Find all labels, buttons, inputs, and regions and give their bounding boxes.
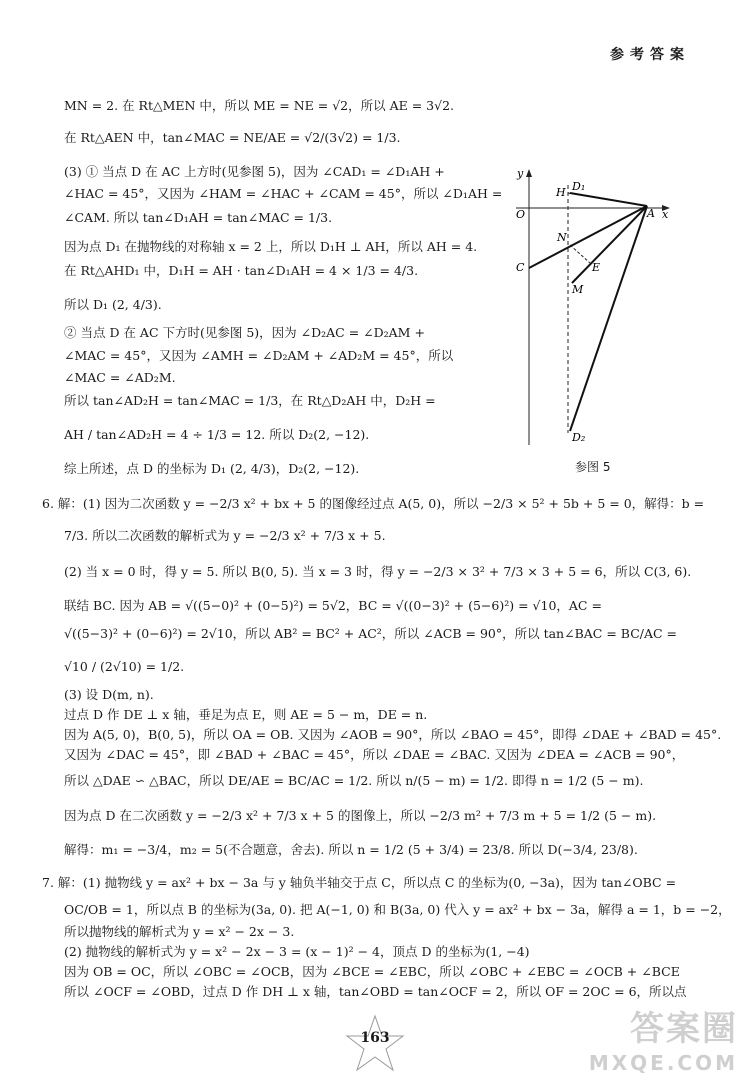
text-line: 在 Rt△AHD₁ 中，D₁H = AH · tan∠D₁AH = 4 × 1/3 = 4/3.	[64, 263, 419, 278]
label-D1: D₁	[572, 180, 586, 193]
label-A: A	[647, 207, 655, 220]
watermark	[588, 1009, 738, 1080]
text-line: 综上所述，点 D 的坐标为 D₁ (2, 4/3)，D₂(2, −12).	[64, 461, 360, 476]
text-line: 因为点 D₁ 在抛物线的对称轴 x = 2 上，所以 D₁H ⊥ AH，所以 AH = 4.	[64, 239, 478, 254]
text-line: √((5−3)² + (0−6)²) = 2√10，所以 AB² = BC² + AC²，所以 ∠ACB = 90°，所以 tan∠BAC = BC/AC =	[64, 626, 678, 641]
text-line: 解得：m₁ = −3/4，m₂ = 5(不合题意，舍去). 所以 n = 1/2 (5 + 3/4) = 23/8. 所以 D(−3/4, 23/8).	[64, 842, 638, 857]
text-line: (3) 设 D(m, n).	[64, 687, 154, 702]
text-line: (2) 当 x = 0 时，得 y = 5. 所以 B(0, 5). 当 x = 3 时，得 y = −2/3 × 3² + 7/3 × 3 + 5 = 6，所以 C(3, 6).	[64, 564, 692, 579]
label-x: x	[662, 208, 669, 221]
text-line: AH / tan∠AD₂H = 4 ÷ 1/3 = 12. 所以 D₂(2, −12).	[64, 427, 370, 442]
label-M: M	[572, 283, 584, 296]
page-number: 163	[360, 1030, 390, 1046]
figure-caption: 参图 5	[575, 460, 611, 474]
label-D2: D₂	[572, 431, 586, 444]
segment-H-A	[568, 193, 647, 206]
text-line: 因为点 D 在二次函数 y = −2/3 x² + 7/3 x + 5 的图像上，所以 −2/3 m² + 7/3 m + 5 = 1/2 (5 − m).	[64, 808, 657, 823]
text-line: √10 / (2√10) = 1/2.	[64, 659, 185, 674]
text-line: 7/3. 所以二次函数的解析式为 y = −2/3 x² + 7/3 x + 5.	[64, 528, 386, 543]
text-line: 所以 D₁ (2, 4/3).	[64, 297, 162, 312]
text-line: (2) 抛物线的解析式为 y = x² − 2x − 3 = (x − 1)² − 4，顶点 D 的坐标为(1, −4)	[64, 944, 530, 959]
y-axis-arrow	[526, 169, 532, 177]
text-line: 联结 BC. 因为 AB = √((5−0)² + (0−5)²) = 5√2，BC = √((0−3)² + (5−6)²) = √10，AC =	[64, 598, 602, 613]
segment-N-E	[570, 245, 590, 263]
label-C: C	[516, 261, 525, 274]
label-y: y	[517, 167, 524, 180]
text-line: 过点 D 作 DE ⊥ x 轴，垂足为点 E，则 AE = 5 − m，DE = n.	[64, 707, 428, 722]
text-line: 因为 OB = OC，所以 ∠OBC = ∠OCB，因为 ∠BCE = ∠EBC，所以 ∠OBC + ∠EBC = ∠OCB + ∠BCE	[64, 964, 680, 979]
label-N: N	[557, 231, 567, 244]
label-E: E	[592, 261, 601, 274]
text-line: ∠HAC = 45°，又因为 ∠HAM = ∠HAC + ∠CAM = 45°，所以 ∠D₁AH =	[64, 186, 503, 201]
text-line: 在 Rt△AEN 中，tan∠MAC = NE/AE = √2/(3√2) = 1/3.	[64, 130, 401, 145]
text-line: ∠CAM. 所以 tan∠D₁AH = tan∠MAC = 1/3.	[64, 210, 333, 225]
segment-A-M	[572, 206, 647, 283]
text-line: ∠MAC = ∠AD₂M.	[64, 370, 176, 385]
text-line: 因为 A(5, 0)，B(0, 5)，所以 OA = OB. 又因为 ∠AOB = 90°，所以 ∠BAO = 45°，即得 ∠DAE + ∠BAD = 45°.	[64, 727, 722, 742]
text-line: ② 当点 D 在 AC 下方时(见参图 5)，因为 ∠D₂AC = ∠D₂AM +	[64, 325, 425, 340]
problem-6-line: 6. 解：(1) 因为二次函数 y = −2/3 x² + bx + 5 的图像经过点 A(5, 0)，所以 −2/3 × 5² + 5b + 5 = 0，解得：b =	[42, 496, 705, 511]
label-O: O	[516, 208, 526, 221]
text-line: 又因为 ∠DAC = 45°，即 ∠BAD + ∠BAC = 45°，所以 ∠DAE = ∠BAC. 又因为 ∠DEA = ∠ACB = 90°，	[64, 747, 685, 762]
text-line: 所以 ∠OCF = ∠OBD，过点 D 作 DH ⊥ x 轴，tan∠OBD = tan∠OCF = 2，所以 OF = 2OC = 6，所以点	[64, 984, 687, 999]
watermark-line2: MXQE.COM	[588, 1051, 738, 1075]
figure-5-diagram	[510, 165, 685, 450]
text-line: MN = 2. 在 Rt△MEN 中，所以 ME = NE = √2，所以 AE = 3√2.	[64, 98, 455, 113]
text-line: 所以 tan∠AD₂H = tan∠MAC = 1/3，在 Rt△D₂AH 中，D₂H =	[64, 393, 436, 408]
page-header: 参考答案	[610, 47, 690, 63]
watermark-line1: 答案圈	[630, 1009, 738, 1049]
text-line: ∠MAC = 45°，又因为 ∠AMH = ∠D₂AM + ∠AD₂M = 45°，所以	[64, 348, 454, 363]
text-line: 所以 △DAE ∽ △BAC，所以 DE/AE = BC/AC = 1/2. 所以 n/(5 − m) = 1/2. 即得 n = 1/2 (5 − m).	[64, 773, 644, 788]
text-line: OC/OB = 1，所以点 B 的坐标为(3a, 0). 把 A(−1, 0) 和 B(3a, 0) 代入 y = ax² + bx − 3a，解得 a = 1，b = −2，	[64, 902, 731, 917]
problem-7-line: 7. 解：(1) 抛物线 y = ax² + bx − 3a 与 y 轴负半轴交于点 C，所以点 C 的坐标为(0, −3a)，因为 tan∠OBC =	[42, 875, 677, 890]
text-line: 所以抛物线的解析式为 y = x² − 2x − 3.	[64, 924, 295, 939]
text-line: (3) ① 当点 D 在 AC 上方时(见参图 5)，因为 ∠CAD₁ = ∠D₁AH +	[64, 164, 445, 179]
label-H: H	[556, 186, 566, 199]
